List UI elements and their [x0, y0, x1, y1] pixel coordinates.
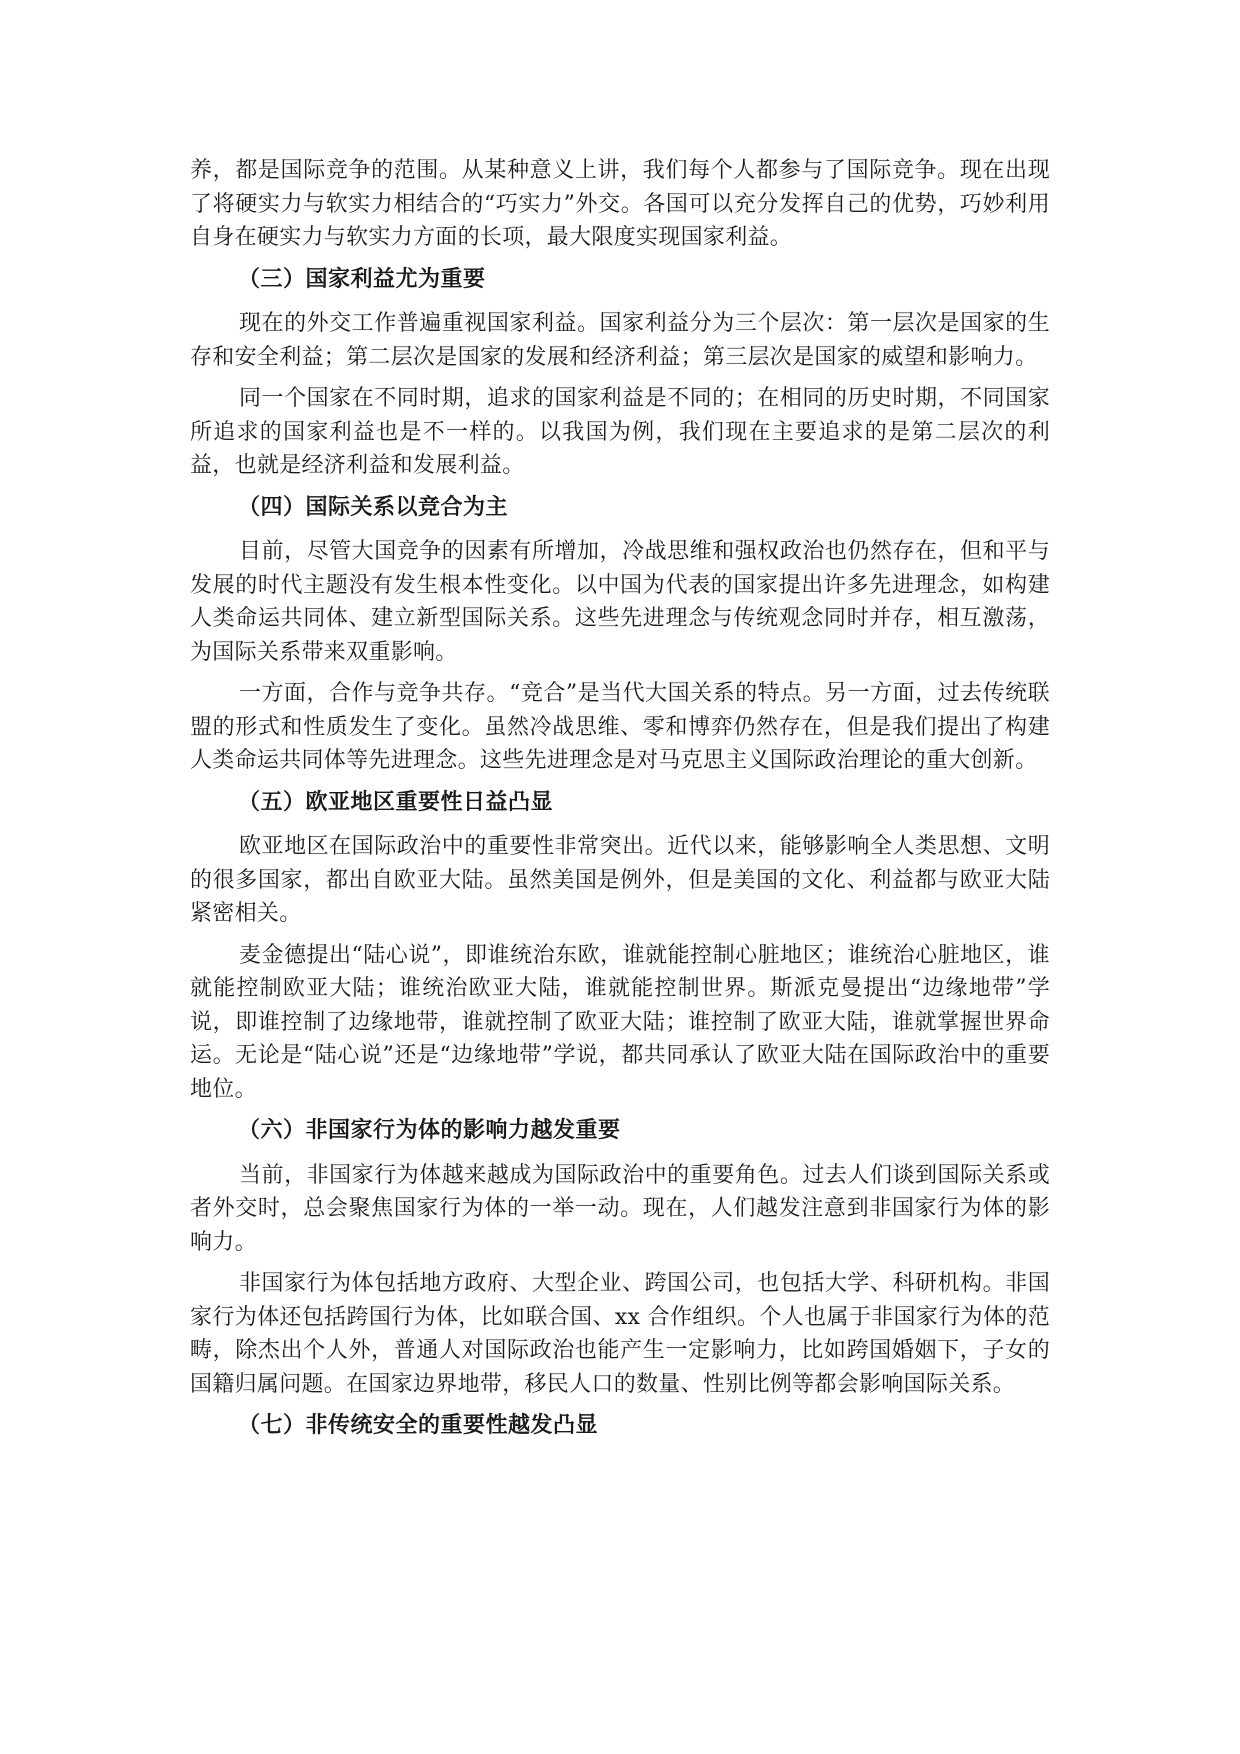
- document-page: [190, 154, 1050, 1454]
- paragraph: 欧亚地区在国际政治中的重要性非常突出。近代以来，能够影响全人类思想、文明的很多国家，都出自欧亚大陆。虽然美国是例外，但是美国的文化、利益都与欧亚大陆紧密相关。: [190, 834, 1050, 926]
- paragraph: 麦金德提出“陆心说”，即谁统治东欧，谁就能控制心脏地区；谁统治心脏地区，谁就能控制欧亚大陆；谁统治欧亚大陆，谁就能控制世界。斯派克曼提出“边缘地带”学说，即谁控制了边缘地带，谁就控制了欧亚大陆；谁控制了欧亚大陆，谁就掌握世界命运。无论是“陆心说”还是“边缘地带”学说，都共同承认了欧亚大陆在国际政治中的重要地位。: [190, 942, 1050, 1102]
- section-heading: （四）国际关系以竞合为主: [238, 494, 509, 520]
- paragraph: 当前，非国家行为体越来越成为国际政治中的重要角色。过去人们谈到国际关系或者外交时，总会聚焦国家行为体的一举一动。现在，人们越发注意到非国家行为体的影响力。: [190, 1162, 1050, 1255]
- section-heading: （三）国家利益尤为重要: [238, 266, 486, 292]
- paragraph: 目前，尽管大国竞争的因素有所增加，冷战思维和强权政治也仍然存在，但和平与发展的时代主题没有发生根本性变化。以中国为代表的国家提出许多先进理念，如构建人类命运共同体、建立新型国际关系。这些先进理念与传统观念同时并存，相互激荡，为国际关系带来双重影响。: [190, 539, 1050, 665]
- paragraph: 一方面，合作与竞争共存。“竞合”是当代大国关系的特点。另一方面，过去传统联盟的形式和性质发生了变化。虽然冷战思维、零和博弈仍然存在，但是我们提出了构建人类命运共同体等先进理念。这些先进理念是对马克思主义国际政治理论的重大创新。: [190, 681, 1050, 773]
- paragraph: 现在的外交工作普遍重视国家利益。国家利益分为三个层次：第一层次是国家的生存和安全利益；第二层次是国家的发展和经济利益；第三层次是国家的威望和影响力。: [190, 311, 1050, 370]
- section-heading: （七）非传统安全的重要性越发凸显: [238, 1413, 599, 1438]
- section-heading: （六）非国家行为体的影响力越发重要: [238, 1118, 621, 1143]
- paragraph: 同一个国家在不同时期，追求的国家利益是不同的；在相同的历史时期，不同国家所追求的国家利益也是不一样的。以我国为例，我们现在主要追求的是第二层次的利益，也就是经济利益和发展利益。: [190, 386, 1050, 478]
- paragraph: 非国家行为体包括地方政府、大型企业、跨国公司，也包括大学、科研机构。非国家行为体还包括跨国行为体，比如联合国、xx 合作组织。个人也属于非国家行为体的范畴，除杰出个人外，普通人对国际政治也能产生一定影响力，比如跨国婚姻下，子女的国籍归属问题。在国家边界地带，移民人口的数量、性别比例等都会影响国际关系。: [190, 1271, 1050, 1397]
- paragraph: 养，都是国际竞争的范围。从某种意义上讲，我们每个人都参与了国际竞争。现在出现了将硬实力与软实力相结合的“巧实力”外交。各国可以充分发挥自己的优势，巧妙利用自身在硬实力与软实力方面的长项，最大限度实现国家利益。: [190, 158, 1050, 250]
- section-heading: （五）欧亚地区重要性日益凸显: [238, 789, 554, 815]
